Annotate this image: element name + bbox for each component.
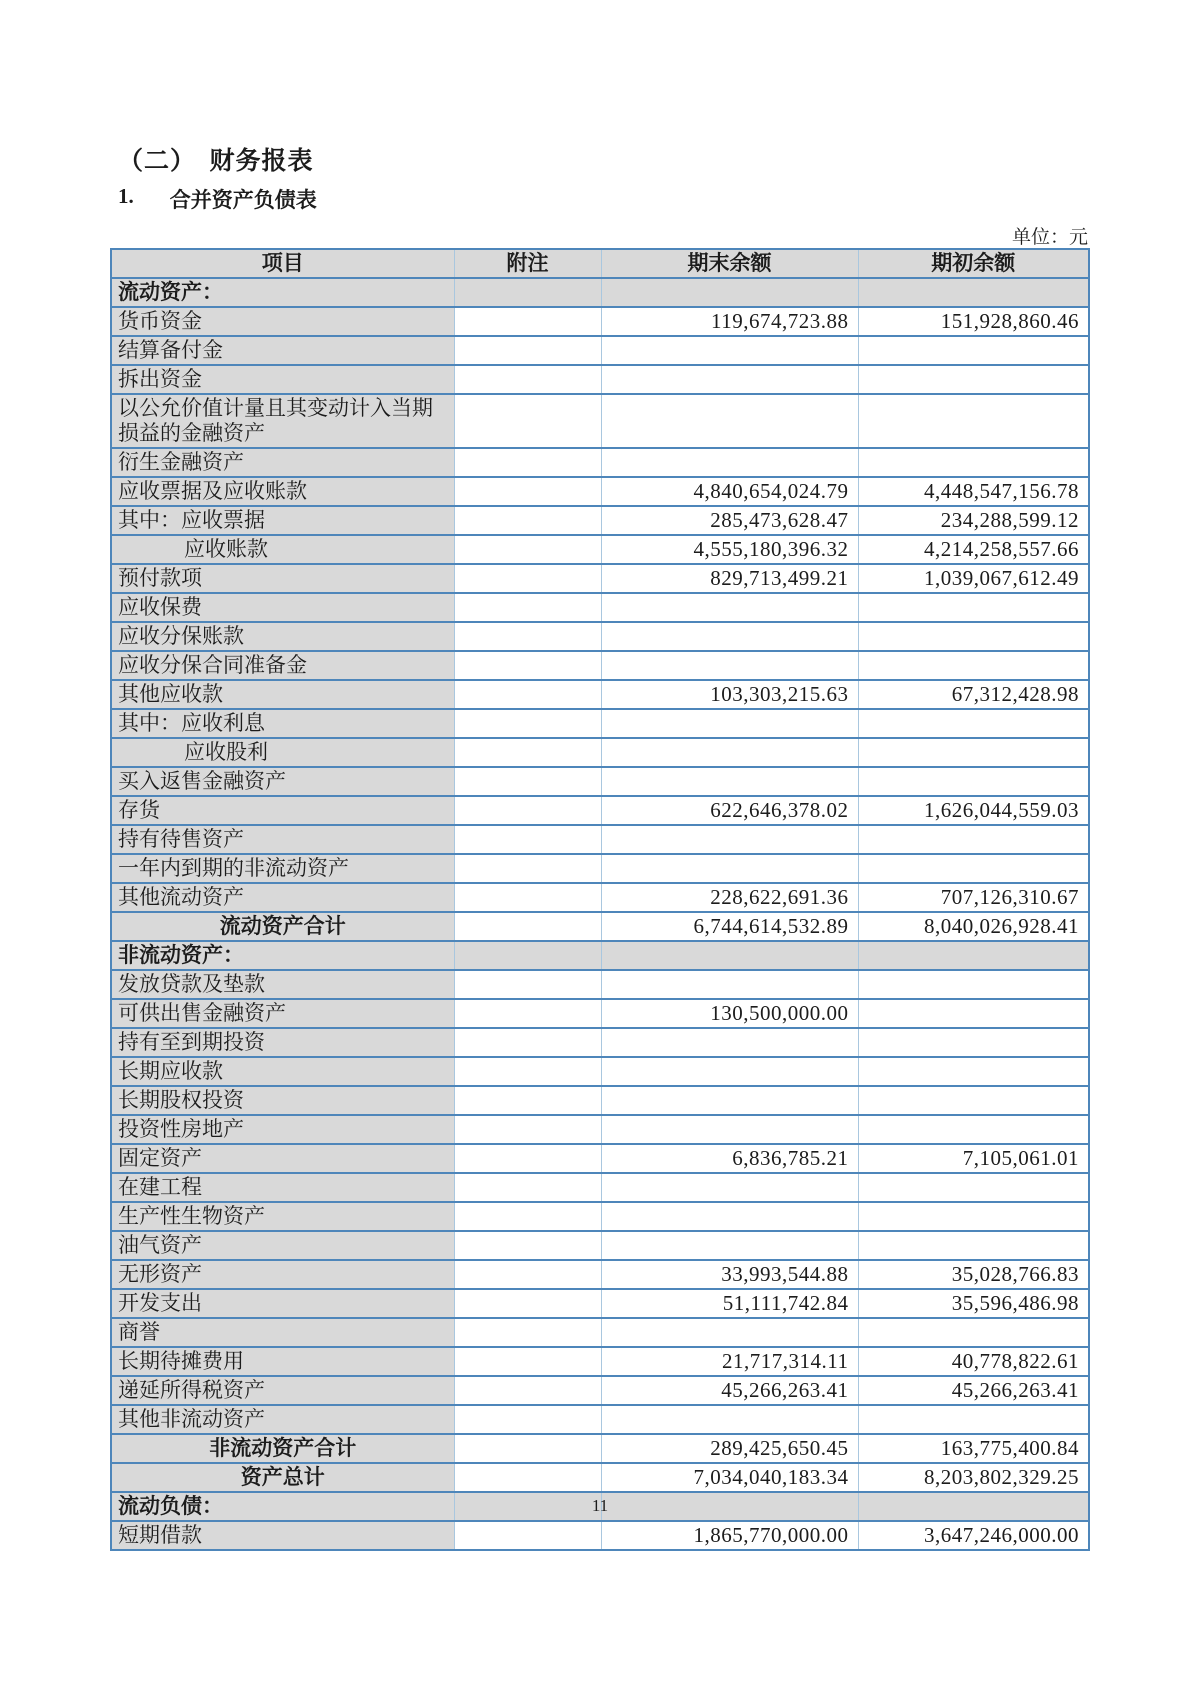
ending-balance-cell: 285,473,628.47	[601, 506, 858, 535]
table-header-row	[111, 249, 1089, 278]
table-row	[111, 336, 1089, 365]
table-row	[111, 1115, 1089, 1144]
beginning-balance-cell: 3,647,246,000.00	[858, 1521, 1089, 1550]
ending-balance-cell	[601, 394, 858, 448]
ending-balance-cell: 119,674,723.88	[601, 307, 858, 336]
beginning-balance-cell	[858, 1231, 1089, 1260]
beginning-balance-cell	[858, 709, 1089, 738]
table-row	[111, 1260, 1089, 1289]
note-cell	[454, 912, 601, 941]
note-cell	[454, 1463, 601, 1492]
ending-balance-cell	[601, 622, 858, 651]
ending-balance-cell	[601, 1028, 858, 1057]
table-row	[111, 796, 1089, 825]
ending-balance-cell	[601, 448, 858, 477]
item-cell: 拆出资金	[111, 365, 454, 394]
item-cell: 可供出售金融资产	[111, 999, 454, 1028]
ending-balance-cell	[601, 336, 858, 365]
item-cell: 衍生金融资产	[111, 448, 454, 477]
table-row	[111, 506, 1089, 535]
note-cell	[454, 1376, 601, 1405]
item-cell: 持有至到期投资	[111, 1028, 454, 1057]
table-row	[111, 1463, 1089, 1492]
beginning-balance-cell: 234,288,599.12	[858, 506, 1089, 535]
table-row	[111, 1521, 1089, 1550]
ending-balance-cell: 4,555,180,396.32	[601, 535, 858, 564]
item-cell: 以公允价值计量且其变动计入当期损益的金融资产	[111, 394, 454, 448]
beginning-balance-cell	[858, 336, 1089, 365]
section-title: （二） 财务报表	[118, 148, 314, 175]
page-number: 11	[591, 1496, 609, 1515]
table-row	[111, 1057, 1089, 1086]
note-cell	[454, 1289, 601, 1318]
note-cell	[454, 1318, 601, 1347]
item-cell: 应收票据及应收账款	[111, 477, 454, 506]
ending-balance-cell	[601, 1202, 858, 1231]
ending-balance-cell	[601, 651, 858, 680]
note-cell	[454, 796, 601, 825]
beginning-balance-cell: 8,203,802,329.25	[858, 1463, 1089, 1492]
beginning-balance-cell	[858, 1115, 1089, 1144]
table-row	[111, 307, 1089, 336]
ending-balance-cell: 1,865,770,000.00	[601, 1521, 858, 1550]
table-row	[111, 1347, 1089, 1376]
note-cell	[454, 564, 601, 593]
item-cell: 发放贷款及垫款	[111, 970, 454, 999]
beginning-balance-cell	[858, 1028, 1089, 1057]
note-cell	[454, 999, 601, 1028]
note-cell	[454, 1231, 601, 1260]
item-cell: 其他应收款	[111, 680, 454, 709]
beginning-balance-cell	[858, 767, 1089, 796]
note-cell	[454, 1057, 601, 1086]
ending-balance-cell: 6,744,614,532.89	[601, 912, 858, 941]
note-cell	[454, 506, 601, 535]
beginning-balance-cell: 8,040,026,928.41	[858, 912, 1089, 941]
ending-balance-cell: 289,425,650.45	[601, 1434, 858, 1463]
item-cell: 递延所得税资产	[111, 1376, 454, 1405]
table-row	[111, 651, 1089, 680]
note-cell	[454, 477, 601, 506]
item-cell: 长期待摊费用	[111, 1347, 454, 1376]
table-row	[111, 709, 1089, 738]
note-cell	[454, 1144, 601, 1173]
header-beginning-balance: 期初余额	[858, 249, 1089, 278]
header-ending-balance: 期末余额	[601, 249, 858, 278]
note-cell	[454, 651, 601, 680]
item-cell: 长期股权投资	[111, 1086, 454, 1115]
beginning-balance-cell: 1,039,067,612.49	[858, 564, 1089, 593]
subsection-title	[118, 184, 317, 214]
subsection-name: 合并资产负债表	[169, 188, 317, 212]
item-cell: 应收分保账款	[111, 622, 454, 651]
item-cell: 资产总计	[111, 1463, 454, 1492]
note-cell	[454, 448, 601, 477]
beginning-balance-cell	[858, 854, 1089, 883]
ending-balance-cell: 21,717,314.11	[601, 1347, 858, 1376]
table-row	[111, 1405, 1089, 1434]
ending-balance-cell	[601, 1318, 858, 1347]
table-row	[111, 1028, 1089, 1057]
beginning-balance-cell	[858, 365, 1089, 394]
ending-balance-cell	[601, 593, 858, 622]
beginning-balance-cell: 67,312,428.98	[858, 680, 1089, 709]
item-cell: 其他流动资产	[111, 883, 454, 912]
ending-balance-cell: 33,993,544.88	[601, 1260, 858, 1289]
note-cell	[454, 767, 601, 796]
item-cell: 持有待售资产	[111, 825, 454, 854]
ending-balance-cell: 130,500,000.00	[601, 999, 858, 1028]
note-cell	[454, 365, 601, 394]
item-cell: 开发支出	[111, 1289, 454, 1318]
item-cell: 投资性房地产	[111, 1115, 454, 1144]
item-cell: 一年内到期的非流动资产	[111, 854, 454, 883]
beginning-balance-cell: 4,214,258,557.66	[858, 535, 1089, 564]
item-cell: 短期借款	[111, 1521, 454, 1550]
ending-balance-cell: 45,266,263.41	[601, 1376, 858, 1405]
table-row	[111, 825, 1089, 854]
table-row	[111, 1318, 1089, 1347]
item-cell: 流动资产：	[111, 278, 454, 307]
item-cell: 其中：应收利息	[111, 709, 454, 738]
ending-balance-cell	[601, 278, 858, 307]
ending-balance-cell: 6,836,785.21	[601, 1144, 858, 1173]
item-cell: 商誉	[111, 1318, 454, 1347]
table-row	[111, 1289, 1089, 1318]
note-cell	[454, 709, 601, 738]
beginning-balance-cell	[858, 825, 1089, 854]
item-cell: 预付款项	[111, 564, 454, 593]
table-row	[111, 1231, 1089, 1260]
table-row	[111, 1202, 1089, 1231]
ending-balance-cell	[601, 1057, 858, 1086]
item-cell: 应收分保合同准备金	[111, 651, 454, 680]
item-cell: 流动资产合计	[111, 912, 454, 941]
beginning-balance-cell: 35,028,766.83	[858, 1260, 1089, 1289]
beginning-balance-cell	[858, 448, 1089, 477]
beginning-balance-cell: 151,928,860.46	[858, 307, 1089, 336]
beginning-balance-cell: 1,626,044,559.03	[858, 796, 1089, 825]
beginning-balance-cell	[858, 593, 1089, 622]
item-cell: 油气资产	[111, 1231, 454, 1260]
ending-balance-cell	[601, 1405, 858, 1434]
subsection-number: 1.	[118, 184, 134, 208]
beginning-balance-cell: 4,448,547,156.78	[858, 477, 1089, 506]
ending-balance-cell	[601, 709, 858, 738]
ending-balance-cell	[601, 767, 858, 796]
beginning-balance-cell	[858, 278, 1089, 307]
table-row	[111, 767, 1089, 796]
ending-balance-cell	[601, 1115, 858, 1144]
note-cell	[454, 622, 601, 651]
ending-balance-cell	[601, 825, 858, 854]
note-cell	[454, 970, 601, 999]
beginning-balance-cell	[858, 1086, 1089, 1115]
note-cell	[454, 278, 601, 307]
beginning-balance-cell: 45,266,263.41	[858, 1376, 1089, 1405]
ending-balance-cell: 622,646,378.02	[601, 796, 858, 825]
item-cell: 应收账款	[111, 535, 454, 564]
beginning-balance-cell	[858, 622, 1089, 651]
item-cell: 流动负债：	[111, 1492, 454, 1521]
ending-balance-cell: 228,622,691.36	[601, 883, 858, 912]
item-cell: 在建工程	[111, 1173, 454, 1202]
ending-balance-cell	[601, 941, 858, 970]
header-note: 附注	[454, 249, 601, 278]
item-cell: 结算备付金	[111, 336, 454, 365]
table-row	[111, 738, 1089, 767]
beginning-balance-cell	[858, 1318, 1089, 1347]
item-cell: 货币资金	[111, 307, 454, 336]
ending-balance-cell: 103,303,215.63	[601, 680, 858, 709]
table-row	[111, 680, 1089, 709]
table-row	[111, 854, 1089, 883]
note-cell	[454, 825, 601, 854]
beginning-balance-cell	[858, 394, 1089, 448]
table-row	[111, 999, 1089, 1028]
beginning-balance-cell: 163,775,400.84	[858, 1434, 1089, 1463]
note-cell	[454, 1405, 601, 1434]
note-cell	[454, 1086, 601, 1115]
beginning-balance-cell: 40,778,822.61	[858, 1347, 1089, 1376]
item-cell: 无形资产	[111, 1260, 454, 1289]
item-cell: 其中：应收票据	[111, 506, 454, 535]
beginning-balance-cell	[858, 1057, 1089, 1086]
table-row	[111, 593, 1089, 622]
item-cell: 非流动资产合计	[111, 1434, 454, 1463]
note-cell	[454, 394, 601, 448]
note-cell	[454, 854, 601, 883]
ending-balance-cell: 7,034,040,183.34	[601, 1463, 858, 1492]
table-row	[111, 1173, 1089, 1202]
table-row	[111, 1086, 1089, 1115]
note-cell	[454, 1173, 601, 1202]
table-row	[111, 912, 1089, 941]
ending-balance-cell	[601, 365, 858, 394]
note-cell	[454, 1347, 601, 1376]
table-row	[111, 970, 1089, 999]
table-row	[111, 394, 1089, 448]
note-cell	[454, 1434, 601, 1463]
table-row	[111, 1376, 1089, 1405]
ending-balance-cell	[601, 970, 858, 999]
table-row	[111, 365, 1089, 394]
note-cell	[454, 593, 601, 622]
table-row	[111, 1144, 1089, 1173]
beginning-balance-cell	[858, 999, 1089, 1028]
ending-balance-cell	[601, 854, 858, 883]
note-cell	[454, 680, 601, 709]
ending-balance-cell: 829,713,499.21	[601, 564, 858, 593]
beginning-balance-cell: 35,596,486.98	[858, 1289, 1089, 1318]
table-row	[111, 883, 1089, 912]
ending-balance-cell	[601, 738, 858, 767]
note-cell	[454, 883, 601, 912]
item-cell: 固定资产	[111, 1144, 454, 1173]
note-cell	[454, 738, 601, 767]
note-cell	[454, 1028, 601, 1057]
beginning-balance-cell	[858, 1405, 1089, 1434]
table-row	[111, 941, 1089, 970]
note-cell	[454, 1202, 601, 1231]
beginning-balance-cell	[858, 970, 1089, 999]
beginning-balance-cell: 7,105,061.01	[858, 1144, 1089, 1173]
note-cell	[454, 535, 601, 564]
unit-label: 单位：元	[1011, 227, 1088, 248]
ending-balance-cell: 4,840,654,024.79	[601, 477, 858, 506]
note-cell	[454, 1521, 601, 1550]
ending-balance-cell	[601, 1173, 858, 1202]
table-row	[111, 622, 1089, 651]
note-cell	[454, 1260, 601, 1289]
beginning-balance-cell	[858, 941, 1089, 970]
ending-balance-cell	[601, 1086, 858, 1115]
table-row	[111, 477, 1089, 506]
table-row	[111, 1434, 1089, 1463]
beginning-balance-cell	[858, 651, 1089, 680]
table-row	[111, 278, 1089, 307]
table-row	[111, 448, 1089, 477]
item-cell: 存货	[111, 796, 454, 825]
note-cell	[454, 307, 601, 336]
item-cell: 长期应收款	[111, 1057, 454, 1086]
note-cell	[454, 941, 601, 970]
beginning-balance-cell	[858, 1173, 1089, 1202]
beginning-balance-cell	[858, 1202, 1089, 1231]
note-cell	[454, 336, 601, 365]
header-item: 项目	[111, 249, 454, 278]
item-cell: 应收保费	[111, 593, 454, 622]
item-cell: 买入返售金融资产	[111, 767, 454, 796]
item-cell: 应收股利	[111, 738, 454, 767]
item-cell: 其他非流动资产	[111, 1405, 454, 1434]
balance-sheet-table	[110, 248, 1090, 1551]
item-cell: 非流动资产：	[111, 941, 454, 970]
table-row	[111, 535, 1089, 564]
note-cell	[454, 1115, 601, 1144]
ending-balance-cell: 51,111,742.84	[601, 1289, 858, 1318]
item-cell: 生产性生物资产	[111, 1202, 454, 1231]
ending-balance-cell	[601, 1231, 858, 1260]
beginning-balance-cell: 707,126,310.67	[858, 883, 1089, 912]
table-row	[111, 564, 1089, 593]
beginning-balance-cell	[858, 738, 1089, 767]
